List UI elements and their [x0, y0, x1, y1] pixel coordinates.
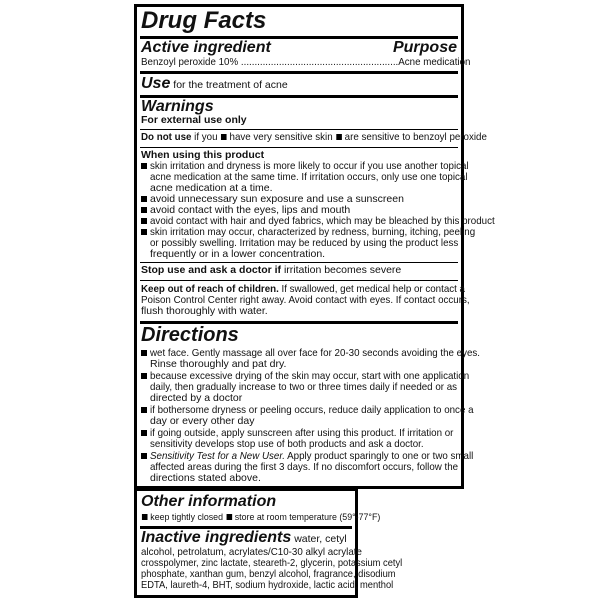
when-using-item-cont: acne medication at a time.	[150, 182, 273, 194]
directions-item: Sensitivity Test for a New User. Apply product sparingly to one or two small	[141, 451, 498, 462]
purpose-heading: Purpose	[392, 39, 457, 56]
inactive-ingredients-line: Inactive ingredients water, cetyl	[141, 529, 347, 546]
when-using-item-cont: acne medication at the same time. If irritation occurs, only use one topical	[150, 171, 468, 183]
directions-item: because excessive drying of the skin may occur, start with one application	[141, 371, 493, 382]
inactive-ingredients-line: crosspolymer, zinc lactate, steareth-2, glycerin, potassium cetyl	[141, 557, 403, 569]
drug-facts-panel	[134, 4, 495, 489]
keep-out-line: Poison Control Center right away. Avoid contact with eyes. If contact occurs,	[141, 294, 470, 306]
divider	[140, 129, 458, 130]
directions-item-cont: sensitivity develops stop use of both products and ask a doctor.	[150, 438, 424, 450]
divider	[140, 71, 458, 74]
use-section	[141, 75, 288, 92]
divider	[140, 262, 458, 263]
active-ingredient-line: Benzoyl peroxide 10% ..........................................................Acne medication	[141, 56, 471, 68]
drug-facts-title: Drug Facts	[141, 7, 267, 34]
other-information-heading: Other information	[141, 493, 277, 510]
divider	[140, 147, 458, 148]
directions-item-cont: directed by a doctor	[150, 392, 243, 404]
inactive-ingredients-line: alcohol, petrolatum, acrylates/C10-30 alkyl acrylate	[141, 546, 362, 558]
use-text: for the treatment of acne	[173, 79, 288, 91]
keep-out-line: Keep out of reach of children. If swallowed, get medical help or contact a	[141, 283, 466, 295]
directions-item-cont: day or every other day	[150, 415, 255, 427]
directions-item-cont: Rinse thoroughly and pat dry.	[150, 358, 287, 370]
other-information-items: keep tightly closed store at room temperature (59°-77°F)	[141, 512, 398, 523]
when-using-item: avoid contact with hair and dyed fabrics, which may be bleached by this product	[141, 216, 521, 227]
keep-out-line: flush thoroughly with water.	[141, 305, 268, 317]
stop-use-line: Stop use and ask a doctor if irritation becomes severe	[141, 264, 402, 276]
when-using-item-cont: frequently or in a lower concentration.	[150, 248, 326, 260]
directions-heading: Directions	[141, 324, 239, 346]
active-ingredient-heading: Active ingredient	[141, 39, 271, 56]
inactive-ingredients-line: EDTA, laureth-4, BHT, sodium hydroxide, lactic acid, menthol	[141, 579, 394, 591]
warnings-heading: Warnings	[141, 98, 214, 115]
when-using-item: avoid contact with the eyes, lips and mouth	[141, 205, 350, 216]
directions-item: if bothersome dryness or peeling occurs, reduce daily application to once a	[141, 405, 498, 416]
when-using-item-cont: or possibly swelling. Irritation may be reduced by using the product less	[150, 237, 459, 249]
divider	[140, 280, 458, 281]
directions-item: wet face. Gently massage all over face for 20-30 seconds avoiding the eyes.	[141, 348, 505, 359]
when-using-item: skin irritation and dryness is more likely to occur if you use another topical	[141, 161, 493, 172]
when-using-heading: When using this product	[141, 149, 265, 161]
directions-item-cont: affected areas during the first 3 days. If no discomfort occurs, follow the	[150, 461, 459, 473]
directions-item-cont: directions stated above.	[150, 472, 261, 484]
when-using-item: skin irritation may occur, characterized by redness, burning, itching, peeling	[141, 227, 500, 238]
external-use-text: For external use only	[141, 114, 247, 126]
inactive-ingredients-line: phosphate, xanthan gum, benzyl alcohol, fragrance, disodium	[141, 568, 396, 580]
inactive-ingredients-heading: Inactive ingredients	[141, 529, 292, 546]
use-heading: Use	[141, 75, 171, 92]
other-info-panel	[134, 488, 403, 598]
do-not-use-line: Do not use if you have very sensitive skin are sensitive to benzoyl peroxide	[141, 131, 487, 143]
when-using-item: avoid unnecessary sun exposure and use a sunscreen	[141, 194, 404, 205]
directions-item: if going outside, apply sunscreen after using this product. If irritation or	[141, 428, 476, 439]
directions-item-cont: daily, then gradually increase to two or three times daily if needed or as	[150, 381, 458, 393]
